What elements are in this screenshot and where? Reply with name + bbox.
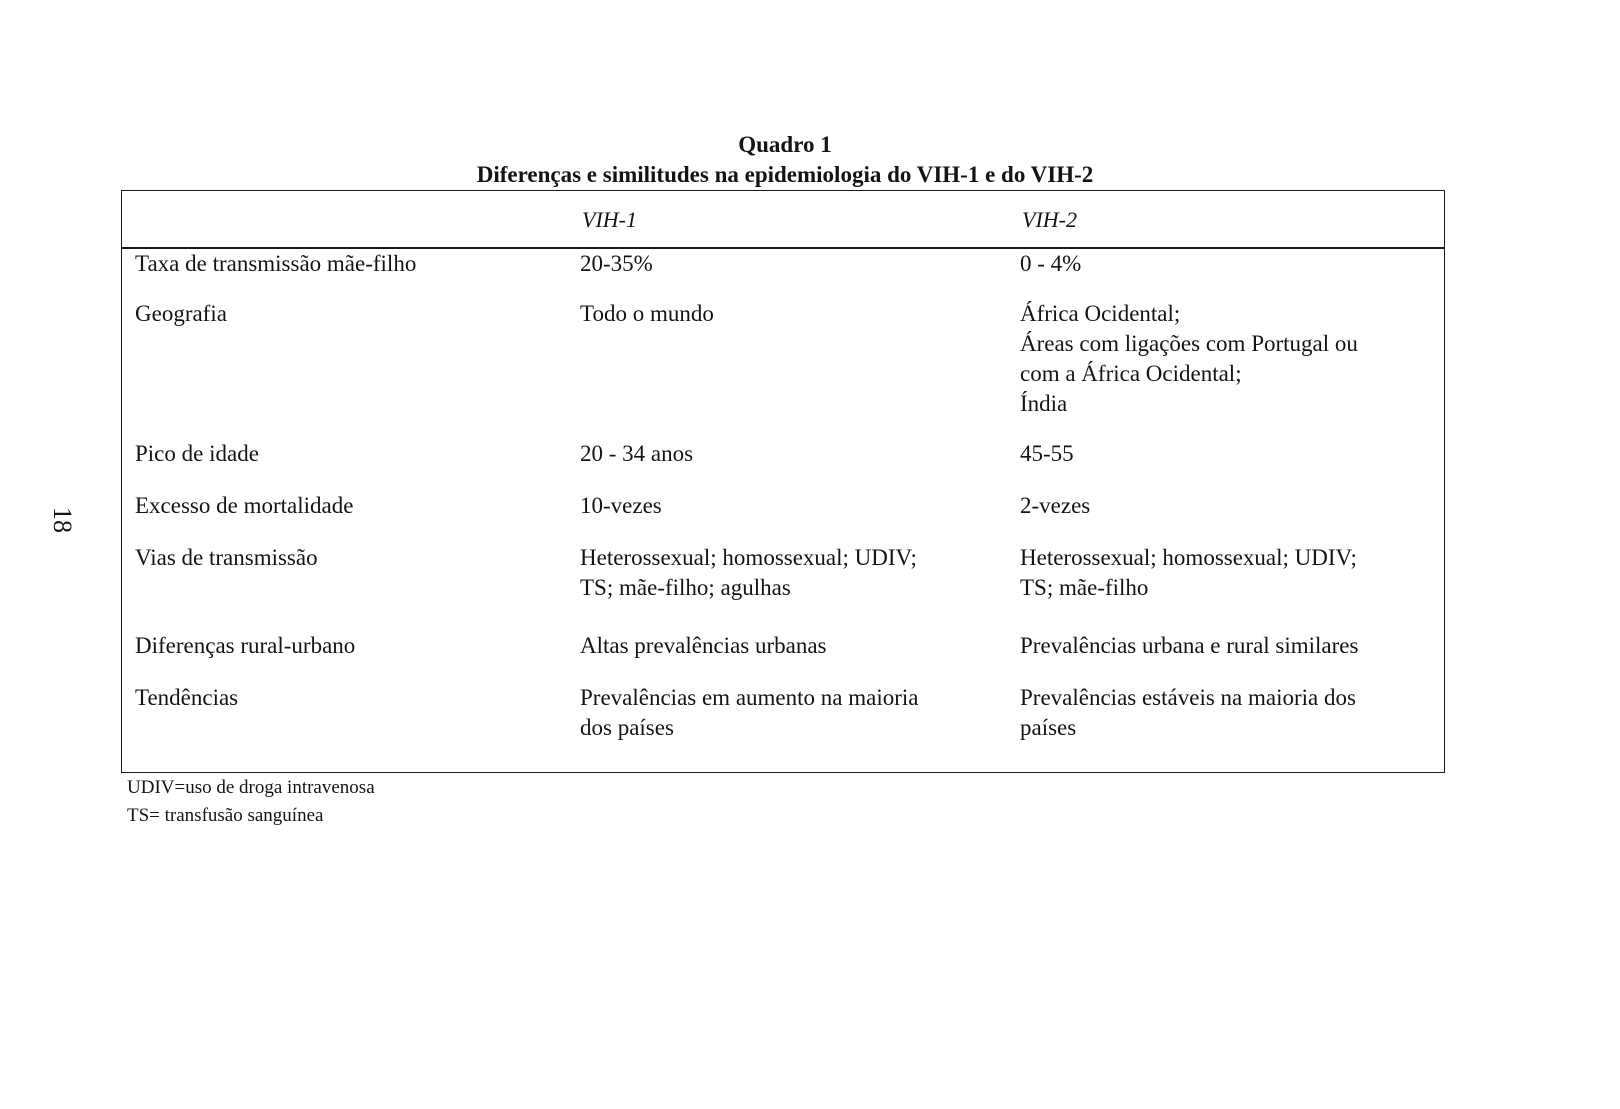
cell-vih1: Altas prevalências urbanas xyxy=(580,633,827,658)
cell-vih2: Heterossexual; homossexual; UDIV; TS; mãe-filho xyxy=(1020,545,1357,600)
footnote-ts: TS= transfusão sanguínea xyxy=(127,805,324,826)
row-label: Pico de idade xyxy=(135,441,259,466)
cell-vih2: África Ocidental; Áreas com ligações com Portugal ou com a África Ocidental; Índia xyxy=(1020,301,1358,416)
table-footnotes xyxy=(127,774,375,830)
table-caption-number: Quadro 1 xyxy=(738,132,832,157)
row-label: Taxa de transmissão mãe-filho xyxy=(135,251,417,276)
cell-vih1: 20 - 34 anos xyxy=(580,441,694,466)
row-label: Geografia xyxy=(135,301,227,326)
row-label: Vias de transmissão xyxy=(135,545,318,570)
column-header-vih2: VIH-2 xyxy=(1022,207,1077,232)
cell-vih1: Todo o mundo xyxy=(580,301,714,326)
cell-vih2: 0 - 4% xyxy=(1020,251,1082,276)
cell-vih1: Heterossexual; homossexual; UDIV; TS; mãe-filho; agulhas xyxy=(580,545,917,600)
comparison-table xyxy=(121,190,1445,773)
column-header-vih1: VIH-1 xyxy=(582,207,637,232)
row-label: Diferenças rural-urbano xyxy=(135,633,356,658)
cell-vih1: 20-35% xyxy=(580,251,653,276)
cell-vih2: Prevalências estáveis na maioria dos países xyxy=(1020,685,1356,740)
cell-vih1: 10-vezes xyxy=(580,493,662,518)
footnote-udiv: UDIV=uso de droga intravenosa xyxy=(127,777,375,798)
table-caption-title: Diferenças e similitudes na epidemiologia do VIH-1 e do VIH-2 xyxy=(476,162,1094,187)
page-number: 18 xyxy=(48,507,77,533)
cell-vih2: 2-vezes xyxy=(1020,493,1091,518)
cell-vih2: 45-55 xyxy=(1020,441,1074,466)
cell-vih2: Prevalências urbana e rural similares xyxy=(1020,633,1359,658)
row-label: Tendências xyxy=(135,685,239,710)
row-label: Excesso de mortalidade xyxy=(135,493,354,518)
cell-vih1: Prevalências em aumento na maioria dos países xyxy=(580,685,919,740)
